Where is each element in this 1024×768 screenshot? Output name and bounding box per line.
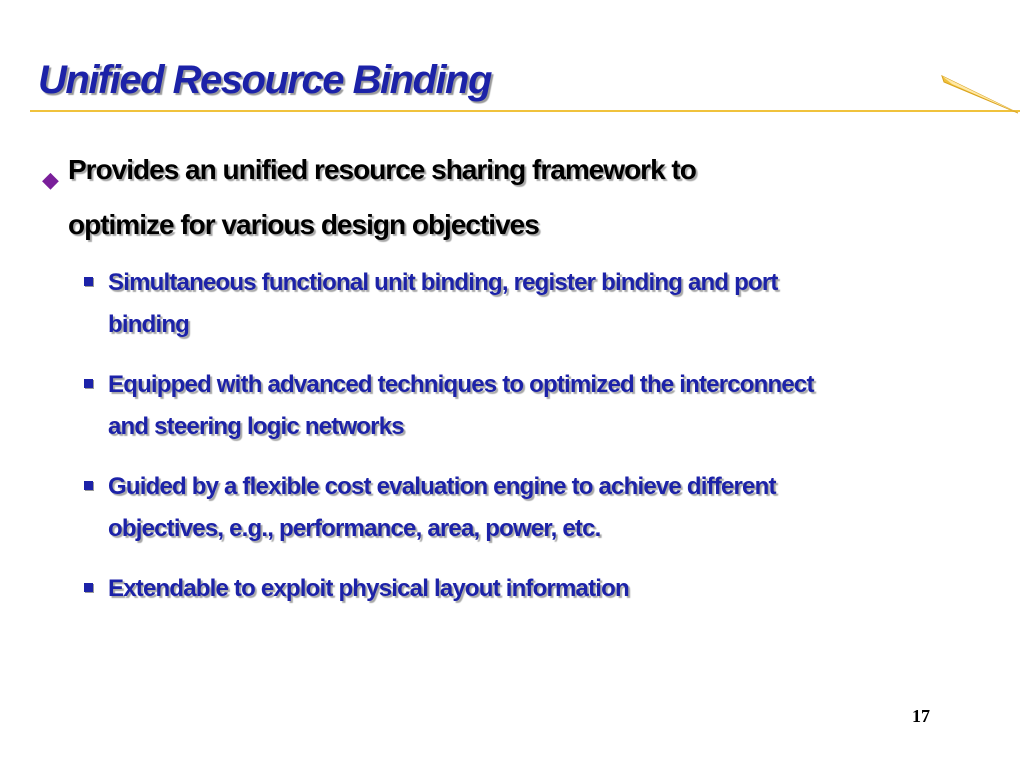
square-bullet-icon <box>84 481 93 490</box>
sub-bullet-4-line-1: Extendable to exploit physical layout information <box>108 575 629 602</box>
sub-bullet-3-line-1: Guided by a flexible cost evaluation engine to achieve different <box>108 473 776 500</box>
sub-bullet-3 <box>82 466 1012 550</box>
sub-bullet-4 <box>82 568 1012 610</box>
sub-bullet-1-line-1: Simultaneous functional unit binding, register binding and port <box>108 269 778 296</box>
sub-bullet-1-line-2: binding <box>108 311 190 338</box>
sub-bullet-1 <box>82 262 1012 346</box>
square-bullet-icon <box>84 277 93 286</box>
main-bullet-line-2: optimize for various design objectives <box>68 209 539 240</box>
square-bullet-icon <box>84 583 93 592</box>
main-bullet <box>36 142 936 252</box>
sub-bullet-2-line-2: and steering logic networks <box>108 413 404 440</box>
sub-bullet-list <box>82 262 1012 628</box>
square-bullet-icon <box>84 379 93 388</box>
title-underline <box>30 110 1020 112</box>
diamond-bullet-icon: ◆ <box>42 167 58 192</box>
sub-bullet-2 <box>82 364 1012 448</box>
arrow-swoosh-icon <box>940 72 1020 116</box>
sub-bullet-3-line-2: objectives, e.g., performance, area, power, etc. <box>108 515 601 542</box>
main-bullet-line-1: Provides an unified resource sharing framework to <box>68 154 696 185</box>
slide-title: Unified Resource Binding <box>38 58 491 102</box>
sub-bullet-2-line-1: Equipped with advanced techniques to optimized the interconnect <box>108 371 814 398</box>
page-number: 17 <box>912 706 930 726</box>
